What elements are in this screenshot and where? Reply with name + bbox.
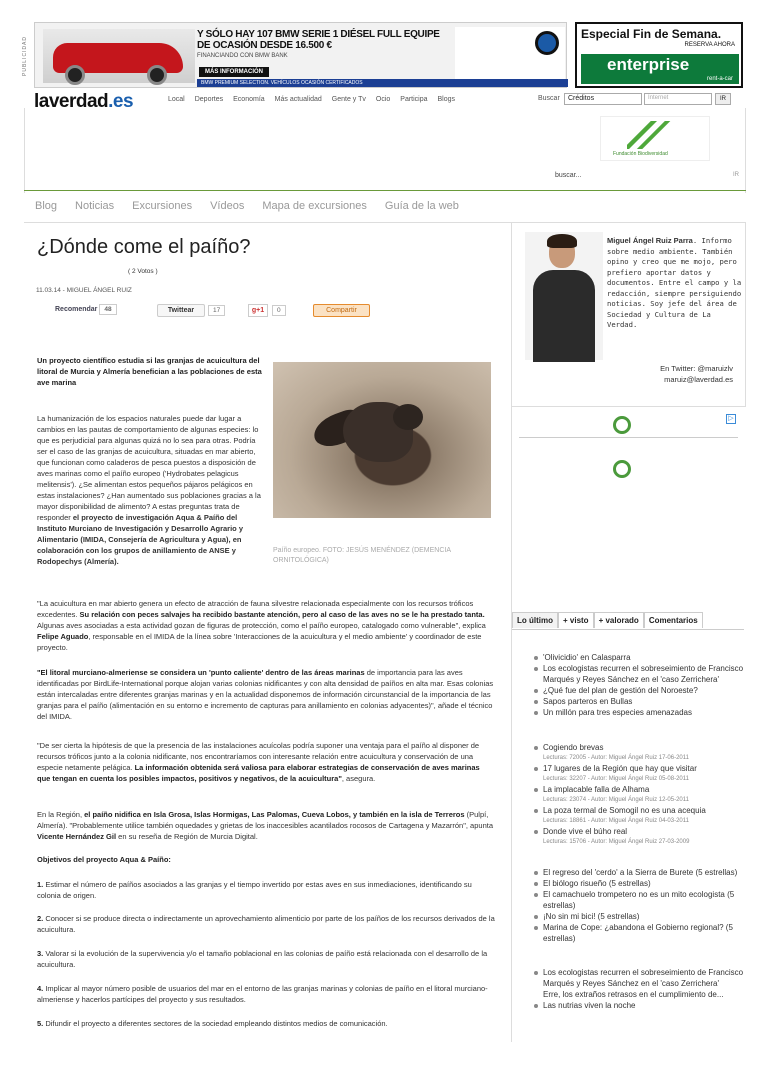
list-item[interactable]: ¿Qué fue del plan de gestión del Noroeste? <box>532 685 744 696</box>
objective-item: 4. Implicar al mayor número posible de usuarios del mar en el entorno de las granjas marinas y colonias de paíño en el litoral murciano-almeriense y hacerlos partícipes del proyecto y sus resultados. <box>37 984 488 1004</box>
author-twitter[interactable]: En Twitter: @maruizlv <box>660 364 733 373</box>
objectives-heading: Objetivos del proyecto Aqua & Paíño: <box>37 855 171 864</box>
search-label: Buscar <box>538 95 560 102</box>
list-item[interactable]: Marina de Cope: ¿abandona el Gobierno regional? (5 estrellas) <box>532 922 744 944</box>
list-item[interactable]: La poza termal de Somogil no es una acequia Lecturas: 18861 - Autor: Miguel Ángel Ruiz 04-03-2011 <box>532 805 744 826</box>
nav-item[interactable]: Ocio <box>375 96 391 103</box>
objective-item: 2. Conocer si se produce directa o indirectamente un aprovechamiento alimenticio por parte de los paíños de los recursos derivados de la acuicultura. <box>37 914 495 934</box>
tab-top-rated[interactable]: + valorado <box>594 612 644 628</box>
author-photo <box>525 232 603 360</box>
ad-subline: FINANCIANDO CON BMW BANK <box>197 53 288 59</box>
tweet-count: 17 <box>208 305 225 316</box>
skoda-logo-icon <box>613 460 631 478</box>
list-item[interactable]: El regreso del 'cerdo' a la Sierra de Burete (5 estrellas) <box>532 867 744 878</box>
tab-comments[interactable]: Comentarios <box>644 612 703 628</box>
tab-divider <box>512 629 744 630</box>
ad-strip: BMW PREMIUM SELECTION. VEHÍCULOS OCASIÓN CERTIFICADOS <box>197 79 568 87</box>
nav-item[interactable]: Local <box>168 96 185 103</box>
list-item[interactable]: El camachuelo trompetero no es un mito ecologista (5 estrellas) <box>532 889 744 911</box>
blog-nav-item[interactable]: Guía de la web <box>384 200 459 212</box>
article-title: ¿Dónde come el paíño? <box>37 236 251 258</box>
list-item[interactable]: 17 lugares de la Región que hay que visitar Lecturas: 32207 - Autor: Miguel Ángel Ruiz 05-08-2011 <box>532 763 744 784</box>
list-item[interactable]: Los ecologistas recurren el sobreseimiento de Francisco Marqués y Reyes Sánchez en el 'caso Zerrichera' <box>532 663 744 685</box>
author-name: Miguel Ángel Ruiz Parra <box>607 236 693 245</box>
tweet-button[interactable]: Twittear <box>157 304 205 317</box>
bmw-banner-ad[interactable] <box>22 22 567 88</box>
photo-caption: Paíño europeo. FOTO: JESÚS MENÉNDEZ (DEMENCIA ORNITOLÓGICA) <box>273 547 451 564</box>
sidebar-tabs <box>512 612 744 628</box>
list-item[interactable]: 'Olivicidio' en Calasparra <box>532 652 744 663</box>
blog-search-input[interactable]: buscar... <box>555 172 582 179</box>
ad-label: PUBLICIDAD <box>22 35 29 77</box>
tab-most-viewed[interactable]: + visto <box>558 612 594 628</box>
latest-list <box>532 652 744 718</box>
car-image <box>43 29 195 83</box>
list-item[interactable]: Los ecologistas recurren el sobreseimiento de Francisco Marqués y Reyes Sánchez en el 'caso Zerrichera' <box>532 967 744 989</box>
list-item[interactable]: ¡No sin mi bici! (5 estrellas) <box>532 911 744 922</box>
article-paragraph: En la Región, el paíño nidifica en Isla Grosa, Islas Hormigas, Las Palomas, Cueva Lobos, y también en la isla de Terreros (Pulpí, Almería). "Probablemente utilice también oquedades y grietas de los inaccesibles acantilados rocosos de Cartagena y Mazarrón", apunta Vicente Hernández Gil en su reseña de Región de Murcia Digital. <box>37 810 493 841</box>
list-item[interactable]: Las nutrias viven la noche <box>532 1000 744 1011</box>
top-nav <box>168 96 455 103</box>
article-intro: La humanización de los espacios naturales puede dar lugar a cambios en las pautas de comportamiento de algunas especies: lo que es perjudicial para algunas quizá no lo sea para otras. Podría ser el caso de las granjas de acuicultura, situadas en mar abierto, que funcionan como caladeros de pesca puestos a disposición de aves marinas como el paíño europeo ('Hydrobates pelagicus melitensis'). ¿Se alimentan estos pequeños pájaros pelágicos en estas instalaciones? ¿Han aumentado sus poblaciones gracias a la mayor disponibilidad de alimento? A estas preguntas trata de responder el proyecto de investigación Aqua & Paíño del Instituto Murciano de Investigación y Desarrollo Agrario y Alimentario (IMIDA, Consejería de Agricultura y Agua), en colaboración con los grupos de anillamiento de ANSE y Rodopechys (Almería). <box>37 414 261 566</box>
gplus-count: 0 <box>272 305 286 316</box>
search-go-button[interactable]: IR <box>715 93 731 105</box>
comment-excerpt: Erre, los extraños retrasos en el cumplimiento de... <box>543 990 724 999</box>
most-viewed-list <box>532 742 744 847</box>
objective-item: 1. Estimar el número de paíños asociados a las granjas y el tiempo invertido por estas aves en sus inmediaciones, identificando su colonia de origen. <box>37 880 472 900</box>
search-input[interactable]: Internet <box>644 93 712 105</box>
list-item[interactable]: Sapos parteros en Bullas <box>532 696 744 707</box>
site-logo[interactable]: laverdad.es <box>34 91 134 112</box>
objective-item: 5. Difundir el proyecto a diferentes sectores de la sociedad empleando distintos medios de comunicación. <box>37 1019 388 1028</box>
enterprise-banner-ad[interactable] <box>575 22 743 88</box>
article-lead: Un proyecto científico estudia si las granjas de acuicultura del litoral de Murcia y Almería benefician a las poblaciones de esta ave marina <box>37 356 262 387</box>
divider <box>24 190 746 191</box>
ad-line <box>519 437 738 438</box>
blog-nav <box>35 200 459 212</box>
blog-nav-item[interactable]: Mapa de excursiones <box>262 200 367 212</box>
list-item[interactable]: El biólogo risueño (5 estrellas) <box>532 878 744 889</box>
blog-nav-item[interactable]: Vídeos <box>210 200 245 212</box>
blog-nav-item[interactable]: Blog <box>35 200 58 212</box>
article-paragraph: "El litoral murciano-almeriense se considera un 'punto caliente' dentro de las áreas marinas de importancia para las aves identificadas por BirdLife-International porque alojan varias colonias nidificantes y con alta densidad de paíños en alta mar. Esas colonias están intercaladas entre diferentes granjas marinas y en la actualidad disponemos de información circunstancial de la importancia de las granjas para el paíño (alimentación en su entorno e incremento de capturas para anillamiento en colonias adyacentes)", añade el técnico del IMIDA. <box>37 668 494 721</box>
top-rated-list <box>532 867 744 944</box>
sponsor-logo[interactable] <box>600 116 710 161</box>
adchoices-icon[interactable]: ▷ <box>726 414 736 424</box>
nav-item[interactable]: Deportes <box>194 96 224 103</box>
ad-more-info-button[interactable]: MÁS INFORMACIÓN <box>199 67 269 77</box>
list-item[interactable]: La implacable falla de Alhama Lecturas: 23074 - Autor: Miguel Ángel Ruiz 12-05-2011 <box>532 784 744 805</box>
skoda-ad[interactable] <box>519 412 738 608</box>
author-bio: Miguel Ángel Ruiz Parra. Informo sobre medio ambiente. También opino y creo que me mojo, pero prefiero aportar datos y documentos. Entre el campo y la redacción, siempre persiguiendo noticias. Soy jefe del área de Sociedad y Cultura de La Verdad. <box>607 236 742 329</box>
bmw-logo-icon <box>535 31 559 55</box>
storm-petrel-photo <box>273 362 491 518</box>
nav-item[interactable]: Gente y Tv <box>331 96 366 103</box>
nav-item[interactable]: Más actualidad <box>274 96 322 103</box>
author-contact <box>620 363 733 385</box>
share-button[interactable]: Compartir <box>313 304 370 317</box>
gplus-button[interactable]: g+1 <box>248 304 268 317</box>
vote-count: ( 2 Votos ) <box>128 268 158 275</box>
skoda-logo-icon <box>613 416 631 434</box>
list-item[interactable]: Donde vive el búho real Lecturas: 15706 - Autor: Miguel Ángel Ruiz 27-03-2009 <box>532 826 744 847</box>
article-paragraph: "La acuicultura en mar abierto genera un efecto de atracción de fauna silvestre relacionada especialmente con los recursos tróficos excedentes. Su relación con peces salvajes ha recibido bastante atención, pero al caso de las aves no se le ha prestado tanta. Algunas aves asociadas a esta actividad gozan de figuras de protección, como el paíño europeo, catalogado como vulnerable", explica Felipe Aguado, responsable en el IMIDA de la línea sobre 'Interacciones de la acuicultura y el medio ambiente' y coordinador de este proyecto. <box>37 599 486 652</box>
blog-nav-item[interactable]: Noticias <box>75 200 115 212</box>
tab-latest[interactable]: Lo último <box>512 612 558 628</box>
recommend-count: 48 <box>99 304 116 315</box>
ad-subtitle: RESERVA AHORA <box>684 42 735 48</box>
ad-title: Especial Fin de Semana. <box>581 27 722 41</box>
leaf-icon <box>627 121 677 149</box>
nav-item[interactable]: Participa <box>400 96 428 103</box>
article-paragraph: "De ser cierta la hipótesis de que la presencia de las instalaciones acuícolas podría suponer una ventaja para el paíño al disponer de recursos tróficos junto a la colonia nidificante, nos encontraríamos con interesante relación entre acuicultura y conservación de una especie netamente pelágica. La información obtenida será valiosa para elaborar estrategias de conservación de aves marinas que tengan en cuenta los posibles impactos, positivos y negativos, de la acuicultura", asegura. <box>37 741 480 783</box>
ad-headline: Y SÓLO HAY 107 BMW SERIE 1 DIÉSEL FULL EQUIPE DE OCASIÓN DESDE 16.500 € <box>197 29 440 51</box>
nav-item[interactable]: Blogs <box>437 96 456 103</box>
enterprise-logo: enterprise rent-a-car <box>581 54 739 84</box>
author-email[interactable]: maruiz@laverdad.es <box>664 375 733 384</box>
article-dateline: 11.03.14 - MIGUEL ÁNGEL RUIZ <box>36 287 132 294</box>
blog-nav-item[interactable]: Excursiones <box>132 200 193 212</box>
comments-list <box>532 967 744 1011</box>
blog-search-button[interactable]: IR <box>733 172 739 178</box>
list-item[interactable]: Cogiendo brevas Lecturas: 72005 - Autor: Miguel Ángel Ruiz 17-06-2011 <box>532 742 744 763</box>
nav-item[interactable]: Economía <box>233 96 265 103</box>
objective-item: 3. Valorar si la evolución de la supervivencia y/o el tamaño poblacional en las colonias de paíño está relacionada con el desarrollo de la acuicultura. <box>37 949 488 969</box>
sponsor-name: Fundación Biodiversidad <box>613 151 668 157</box>
list-item[interactable]: Un millón para tres especies amenazadas <box>532 707 744 718</box>
search-scope-select[interactable]: Créditos <box>564 93 642 105</box>
recommend-button[interactable]: Recomendar 48 <box>55 306 117 313</box>
